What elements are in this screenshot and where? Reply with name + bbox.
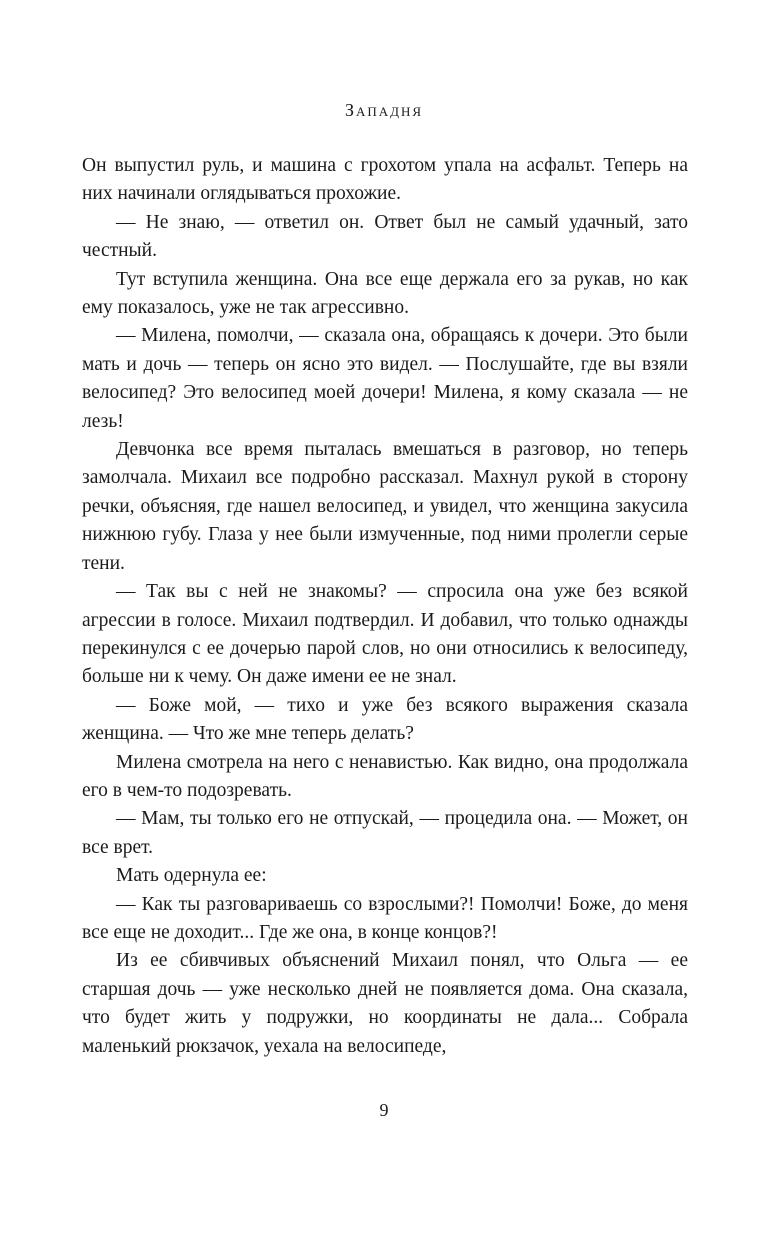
paragraph: Девчонка все время пыталась вмешаться в разговор, но теперь замолчала. Михаил все подробно рассказал. Махнул рукой в сторону речки, объясняя, где нашел велосипед, и увидел, что женщина закусила нижнюю губу. Глаза у нее были измученные, под ними пролегли серые тени.: [82, 439, 688, 574]
paragraph: Он выпустил руль, и машина с грохотом упала на асфальт. Теперь на них начинали оглядываться прохожие.: [82, 155, 688, 205]
paragraph: Из ее сбивчивых объяснений Михаил понял, что Ольга — ее старшая дочь — уже несколько дней не появляется дома. Она сказала, что будет жить у подружки, но координаты не дала... Собрала маленький рюкзачок, уехала на велосипеде,: [82, 950, 688, 1057]
paragraph: Тут вступила женщина. Она все еще держала его за рукав, но как ему показалось, уже не так агрессивно.: [82, 268, 688, 319]
paragraph: — Не знаю, — ответил он. Ответ был не самый удачный, зато честный.: [82, 211, 688, 262]
paragraph: — Боже мой, — тихо и уже без всякого выражения сказала женщина. — Что же мне теперь делать?: [82, 694, 688, 745]
paragraph: Милена смотрела на него с ненавистью. Как видно, она продолжала его в чем-то подозревать.: [82, 751, 688, 801]
running-title: Западня: [344, 100, 424, 120]
paragraph: — Как ты разговариваешь со взрослыми?! Помолчи! Боже, до меня все еще не доходит... Где же она, в конце концов?!: [82, 893, 688, 943]
body-text: [82, 152, 688, 1061]
paragraph: — Мам, ты только его не отпускай, — процедила она. — Может, он все врет.: [82, 808, 688, 858]
paragraph: — Так вы с ней не знакомы? — спросила она уже без всякой агрессии в голосе. Михаил подтвердил. И добавил, что только однажды перекинулся с ее дочерью парой слов, но они относились к велосипеду, больше ни к чему. Он даже имени ее не знал.: [82, 581, 688, 688]
paragraph: Мать одернула ее:: [116, 865, 267, 887]
paragraph: — Милена, помолчи, — сказала она, обращаясь к дочери. Это были мать и дочь — теперь он ясно это видел. — Послушайте, где вы взяли велосипед? Это велосипед моей дочери! Милена, я кому сказала — не лезь!: [82, 325, 688, 432]
page-number: 9: [379, 1100, 389, 1120]
